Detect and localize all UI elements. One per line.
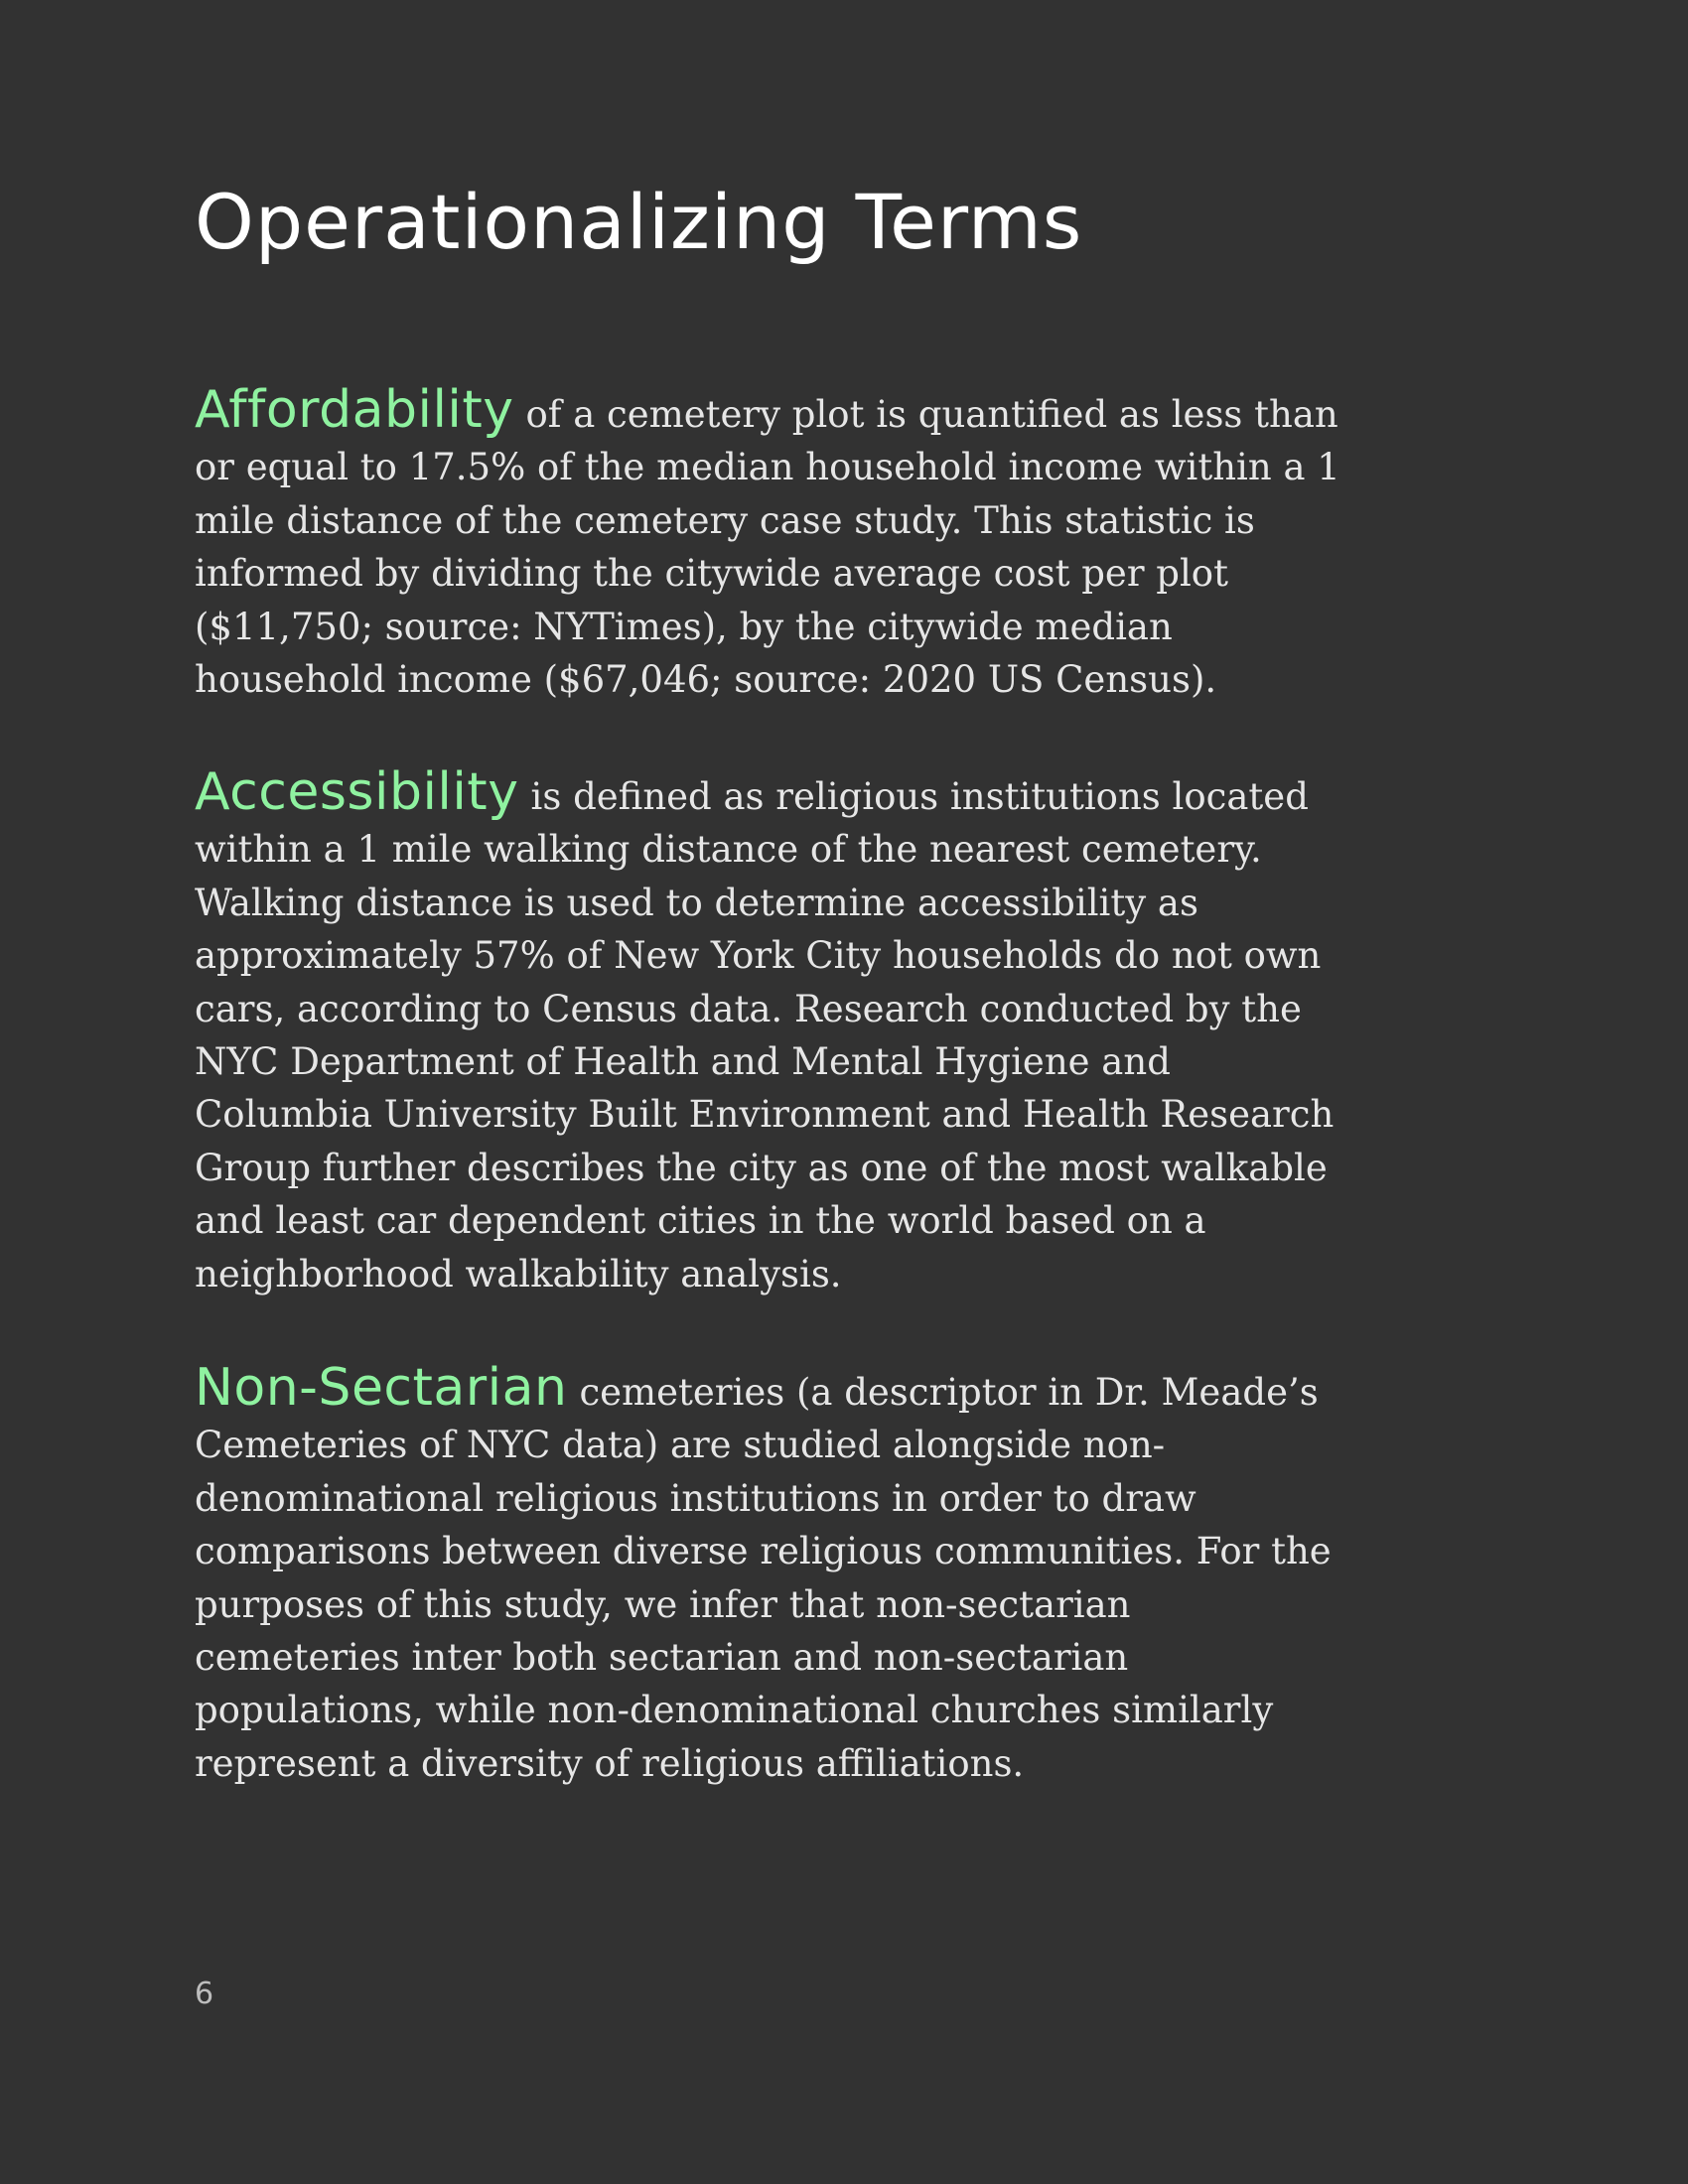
term-heading: Affordability — [195, 380, 514, 440]
term-definition: is defined as religious institutions located within a 1 mile walking distance of the nearest cemetery. Walking distance is used to determine accessibility as approximately 57% of New York City households do not own cars, according to Census data. Research conducted by the NYC Department of Health and Mental Hygiene and Columbia University Built Environment and Health Research Group further describes the city as one of the most walkable and least car dependent cities in the world based on a neighborhood walkability analysis. — [195, 775, 1335, 1296]
page-title: Operationalizing Terms — [195, 178, 1083, 266]
page-number: 6 — [195, 1977, 214, 2011]
term-heading: Non-Sectarian — [195, 1358, 568, 1418]
term-definition: cemeteries (a descriptor in Dr. Meade’s Cemeteries of NYC data) are studied alongside non-denominational religious institutions in order to draw comparisons between diverse religious communities. For the purposes of this study, we infer that non-sectarian cemeteries inter both sectarian and non-sectarian populations, while non-denominational churches similarly represent a diversity of religious affiliations. — [195, 1371, 1332, 1785]
term-heading: Accessibility — [195, 762, 519, 822]
term-definition: of a cemetery plot is quantified as less than or equal to 17.5% of the median household income within a 1 mile distance of the cemetery case study. This statistic is informed by dividing the citywide average cost per plot ($11,750; source: NYTimes), by the citywide median household income ($67,046; source: 2020 US Census). — [195, 393, 1340, 702]
term-affordability — [195, 380, 1346, 706]
term-non-sectarian — [195, 1358, 1346, 1790]
term-accessibility — [195, 762, 1346, 1300]
